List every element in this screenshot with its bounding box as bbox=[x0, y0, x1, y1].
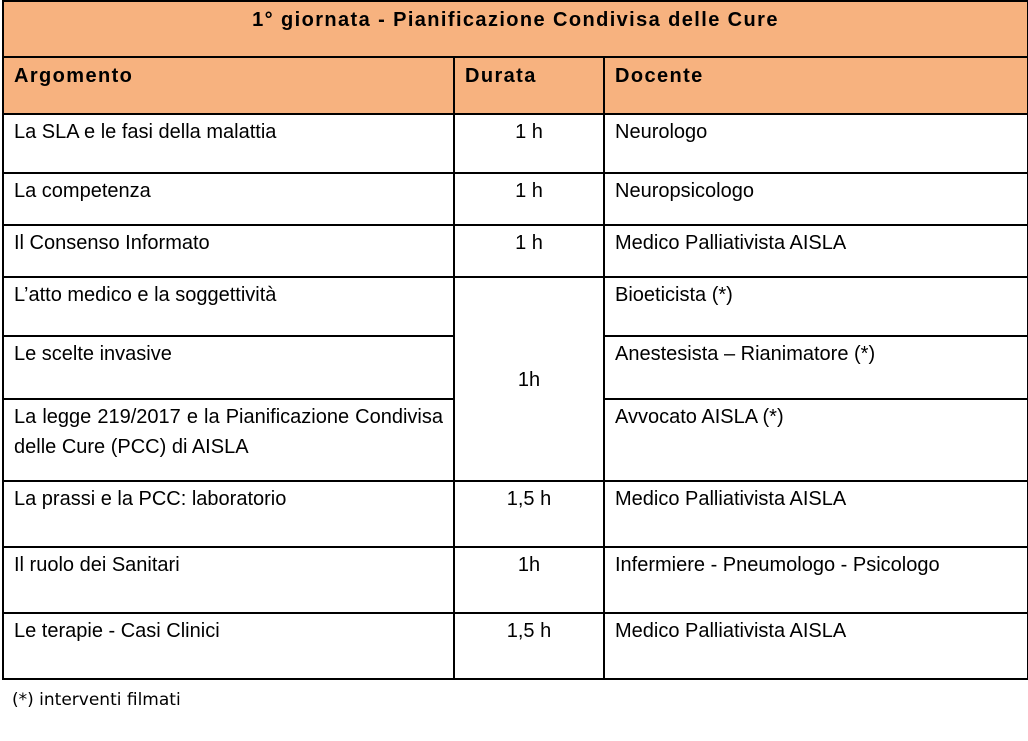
argomento-cell: Le scelte invasive bbox=[3, 336, 454, 399]
argomento-cell: La prassi e la PCC: laboratorio bbox=[3, 481, 454, 547]
table-row bbox=[3, 481, 1028, 547]
docente-cell: Neurologo bbox=[604, 114, 1028, 173]
footnote: (*) interventi filmati bbox=[12, 690, 181, 710]
docente-cell: Medico Palliativista AISLA bbox=[604, 481, 1028, 547]
durata-cell: 1,5 h bbox=[454, 613, 604, 679]
table-row bbox=[3, 173, 1028, 225]
docente-cell: Neuropsicologo bbox=[604, 173, 1028, 225]
docente-cell: Anestesista – Rianimatore (*) bbox=[604, 336, 1028, 399]
argomento-cell: Il Consenso Informato bbox=[3, 225, 454, 277]
durata-cell: 1,5 h bbox=[454, 481, 604, 547]
durata-cell: 1 h bbox=[454, 225, 604, 277]
column-header-docente: Docente bbox=[604, 57, 1028, 114]
column-header-durata: Durata bbox=[454, 57, 604, 114]
argomento-cell: La competenza bbox=[3, 173, 454, 225]
table-row bbox=[3, 114, 1028, 173]
table-row bbox=[3, 225, 1028, 277]
table-row bbox=[3, 547, 1028, 613]
argomento-cell: La legge 219/2017 e la Pianificazione Condivisa delle Cure (PCC) di AISLA bbox=[3, 399, 454, 481]
docente-cell: Bioeticista (*) bbox=[604, 277, 1028, 336]
argomento-cell: Il ruolo dei Sanitari bbox=[3, 547, 454, 613]
durata-cell: 1 h bbox=[454, 114, 604, 173]
column-header-argomento: Argomento bbox=[3, 57, 454, 114]
table-title: 1° giornata - Pianificazione Condivisa delle Cure bbox=[3, 1, 1028, 57]
durata-cell: 1h bbox=[454, 547, 604, 613]
title-row bbox=[3, 1, 1028, 57]
durata-merged-cell: 1h bbox=[454, 277, 604, 481]
schedule-table bbox=[2, 0, 1028, 680]
docente-cell: Infermiere - Pneumologo - Psicologo bbox=[604, 547, 1028, 613]
header-row bbox=[3, 57, 1028, 114]
argomento-cell: La SLA e le fasi della malattia bbox=[3, 114, 454, 173]
table-row bbox=[3, 613, 1028, 679]
argomento-cell: L’atto medico e la soggettività bbox=[3, 277, 454, 336]
docente-cell: Medico Palliativista AISLA bbox=[604, 613, 1028, 679]
docente-cell: Avvocato AISLA (*) bbox=[604, 399, 1028, 481]
durata-cell: 1 h bbox=[454, 173, 604, 225]
argomento-cell: Le terapie - Casi Clinici bbox=[3, 613, 454, 679]
table-row bbox=[3, 277, 1028, 336]
docente-cell: Medico Palliativista AISLA bbox=[604, 225, 1028, 277]
